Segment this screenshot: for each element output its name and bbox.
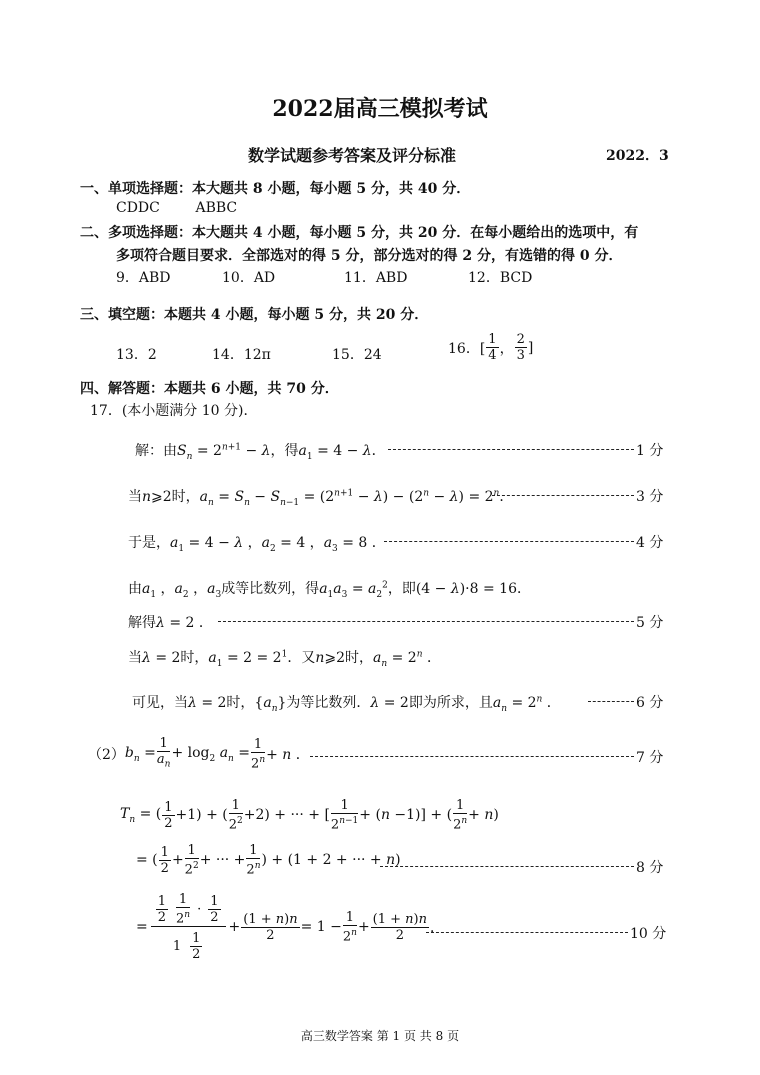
- fraction: $\frac{1}{2}$: [160, 844, 169, 876]
- score-3: 3 分: [636, 489, 664, 505]
- step-10: = $\frac{1}{2}$ $\frac{1}{2^n}$ · $\frac{1}{2}$ 1 $\frac{1}{2}$ + $\frac{(1 + n)n}{2}$ = 1 − $\frac{1}{2^n}$ + $\frac{(1 + n)n}{2}$ ．: [136, 892, 444, 963]
- fraction: $\frac{1}{2^n}$: [453, 798, 468, 833]
- score-7: 7 分: [636, 750, 664, 766]
- fraction: $\frac{1}{4}$: [488, 332, 497, 363]
- fraction: $\frac{(1 + n)n}{2}$: [372, 911, 427, 943]
- fraction: $\frac{1}{2}$: [157, 893, 167, 925]
- dotted-leader: [310, 756, 634, 757]
- dotted-leader: [218, 621, 634, 622]
- fraction: $\frac{1}{2^2}$: [228, 798, 243, 833]
- exam-date: 2022．3: [606, 148, 669, 164]
- fraction: $\frac{1}{2}$: [210, 893, 219, 925]
- score-1: 1 分: [636, 443, 664, 459]
- answer-13: 13．2: [116, 347, 157, 363]
- answer-10: 10．AD: [222, 270, 276, 286]
- fraction: $\frac{1}{a_n}$: [156, 736, 171, 770]
- fraction: $\frac{1}{2}$: [164, 799, 173, 831]
- fraction: $\frac{1}{2^n}$: [251, 737, 266, 772]
- section1-answers: CDDC ABBC: [116, 200, 238, 216]
- step-1: 解：由$S_n = 2^{n+1} - \lambda$，得$a_1 = 4 - \lambda$．: [135, 442, 386, 462]
- answer-11: 11．ABD: [344, 270, 408, 286]
- dotted-leader: [588, 701, 634, 702]
- step-7: 可见，当λ = 2时，$\{a_n\}$为等比数列．λ = 2即为所求，且$a_n = 2^n$ ．: [132, 694, 561, 714]
- section4-heading: 四、解答题：本题共 6 小题，共 70 分．: [80, 381, 339, 397]
- answer-16: 16．[ $\frac{1}{4}$ ， $\frac{2}{3}$ ]: [448, 332, 534, 363]
- answer-14: 14．12π: [212, 347, 271, 363]
- score-10: 10 分: [630, 926, 667, 942]
- dotted-leader: [426, 932, 628, 933]
- fraction: $\frac{1}{2}$: [192, 931, 201, 963]
- answer-12: 12．BCD: [468, 270, 533, 286]
- step-4: 由$a_1$ ，$a_2$ ，$a_3$成等比数列，得$a_1a_3 = a_2^2$，即(4 − λ)·8 = 16．: [128, 580, 531, 600]
- dotted-leader: [492, 495, 634, 496]
- page-footer: 高三数学答案 第 1 页 共 8 页: [300, 1029, 460, 1043]
- dotted-leader: [384, 541, 634, 542]
- step-8: （2） $b_n$ = $\frac{1}{a_n}$ + $\log_2 a_n$ = $\frac{1}{2^n}$ + n ．: [88, 736, 310, 772]
- fraction: $\frac{1}{2^n}$: [342, 910, 357, 945]
- section3-heading: 三、填空题：本题共 4 小题，每小题 5 分，共 20 分．: [80, 307, 429, 323]
- score-4: 4 分: [636, 535, 664, 551]
- fraction: $\frac{1}{2^{n-1}}$: [330, 798, 359, 833]
- step-6: 当λ = 2时，$a_1 = 2 = 2^1$．又n⩾2时，$a_n = 2^n$ ．: [128, 649, 441, 669]
- step-9-line-2: = ( $\frac{1}{2}$ + $\frac{1}{2^2}$ + ··· + $\frac{1}{2^n}$ ) + (1 + 2 + ··· + n): [136, 843, 401, 878]
- step-3: 于是，$a_1 = 4 - \lambda$ ，$a_2 = 4$ ，$a_3 = 8$ ．: [128, 535, 386, 554]
- score-6: 6 分: [636, 695, 664, 711]
- fraction: $\frac{2}{3}$: [516, 332, 525, 363]
- page-subtitle: 数学试题参考答案及评分标准: [248, 146, 457, 165]
- fraction: $\frac{(1 + n)n}{2}$: [243, 911, 298, 943]
- compound-fraction: $\frac{1}{2}$ $\frac{1}{2^n}$ · $\frac{1}{2}$ 1 $\frac{1}{2}$: [151, 892, 226, 962]
- section2-heading: 二、多项选择题：本大题共 4 小题，每小题 5 分，共 20 分．在每小题给出的选项中，有: [80, 225, 639, 241]
- section2-heading-cont: 多项符合题目要求．全部选对的得 5 分，部分选对的得 2 分，有选错的得 0 分．: [116, 248, 623, 264]
- step-9-line-1: $T_n$ = ( $\frac{1}{2}$ +1) + ( $\frac{1}{2^2}$ +2) + ··· + [ $\frac{1}{2^{n-1}}$ + (n −1)] + ( $\frac{1}{2^n}$ + n): [120, 798, 499, 833]
- fraction: $\frac{1}{2^2}$: [184, 843, 199, 878]
- answer-15: 15．24: [332, 347, 382, 363]
- score-5: 5 分: [636, 615, 664, 631]
- fraction: $\frac{1}{2^n}$: [176, 892, 191, 927]
- step-2: 当n⩾2时，$a_n = S_n - S_{n-1} = (2^{n+1} - \lambda) - (2^n - \lambda) = 2^n$．: [128, 488, 514, 508]
- page-title: 2022届高三模拟考试: [272, 96, 488, 122]
- dotted-leader: [380, 866, 634, 867]
- dotted-leader: [388, 449, 634, 450]
- question-17-header: 17．(本小题满分 10 分)．: [90, 403, 258, 419]
- fraction: $\frac{1}{2^n}$: [246, 843, 261, 878]
- section1-heading: 一、单项选择题：本大题共 8 小题，每小题 5 分，共 40 分．: [80, 181, 471, 197]
- answer-9: 9．ABD: [116, 270, 171, 286]
- step-5: 解得λ = 2 ．: [128, 615, 213, 631]
- score-8: 8 分: [636, 860, 664, 876]
